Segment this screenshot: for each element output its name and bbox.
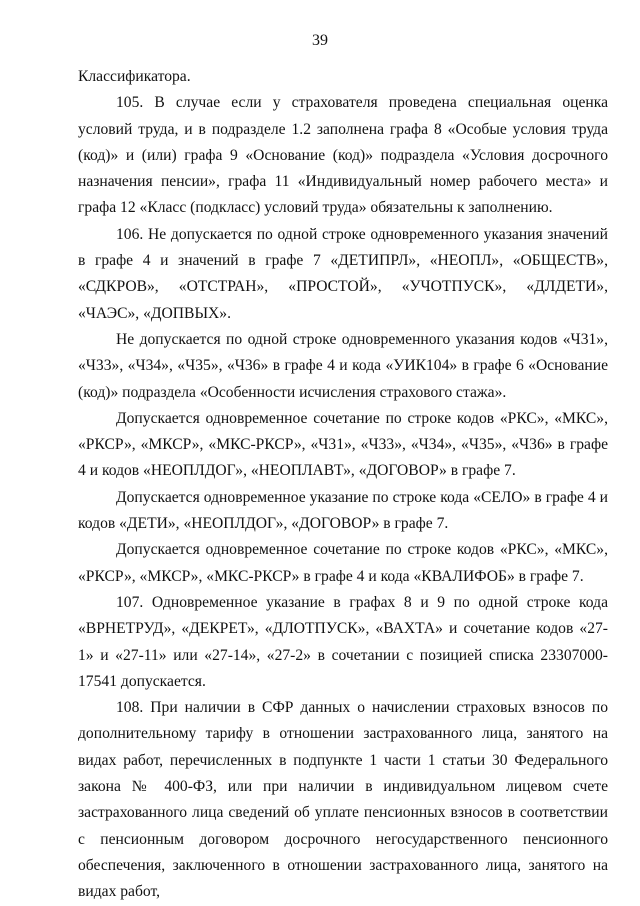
paragraph-105: 105. В случае если у страхователя проведена специальная оценка условий труда, и в подразделе 1.2 заполнена графа 8 «Особые условия труда (код)» и (или) графа 9 «Основание (код)» подраздела «Условия досрочного назначения пенсии», графа 11 «Индивидуальный номер рабочего места» и графа 12 «Класс (подкласс) условий труда» обязательны к заполнению. [78, 94, 608, 217]
paragraph-106-allowed-selo: Допускается одновременное указание по строке кода «СЕЛО» в графе 4 и кодов «ДЕТИ», «НЕОПЛДОГ», «ДОГОВОР» в графе 7. [78, 488, 608, 533]
paragraph-106-allowed-kvalifob: Допускается одновременное сочетание по строке кодов «РКС», «МКС», «РКСР», «МКСР», «МКС-РКСР» в графе 4 и кода «КВАЛИФОБ» в графе 7. [78, 541, 608, 585]
document-body [78, 64, 608, 906]
paragraph-continuation: Классификатора. [78, 68, 191, 85]
paragraph-107: 107. Одновременное указание в графах 8 и 9 по одной строке кода «ВРНЕТРУД», «ДЕКРЕТ», «ДЛОТПУСК», «ВАХТА» и сочетание кодов «27-1» и «27-11» или «27-14», «27-2» в сочетании с позицией списка 23307000-17541 допускается. [78, 593, 608, 690]
page-number: 39 [312, 32, 328, 49]
paragraph-106-codes-ch3x: Не допускается по одной строке одновременного указания кодов «Ч31», «Ч33», «Ч34», «Ч35», «Ч36» в графе 4 и кода «УИК104» в графе 6 «Основание (код)» подраздела «Особенности исчисления страхового стажа». [78, 330, 608, 401]
paragraph-106: 106. Не допускается по одной строке одновременного указания значений в графе 4 и значений в графе 7 «ДЕТИПРЛ», «НЕОПЛ», «ОБЩЕСТВ», «СДКРОВ», «ОТСТРАН», «ПРОСТОЙ», «УЧОТПУСК», «ДЛДЕТИ», «ЧАЭС», «ДОПВЫХ». [78, 225, 608, 322]
paragraph-106-allowed-rks: Допускается одновременное сочетание по строке кодов «РКС», «МКС», «РКСР», «МКСР», «МКС-РКСР», «Ч31», «Ч33», «Ч34», «Ч35», «Ч36» в графе 4 и кодов «НЕОПЛДОГ», «НЕОПЛАВТ», «ДОГОВОР» в графе 7. [78, 409, 608, 480]
paragraph-108: 108. При наличии в СФР данных о начислении страховых взносов по дополнительному тарифу в отношении застрахованного лица, занятого на видах работ, перечисленных в подпункте 1 части 1 статьи 30 Федерального закона № 400-ФЗ, или при наличии в индивидуальном лицевом счете застрахованного лица сведений об уплате пенсионных взносов в соответствии с пенсионным договором досрочного негосударственного пенсионного обеспечения, заключенного в отношении застрахованного лица, занятого на видах работ, [78, 699, 608, 901]
